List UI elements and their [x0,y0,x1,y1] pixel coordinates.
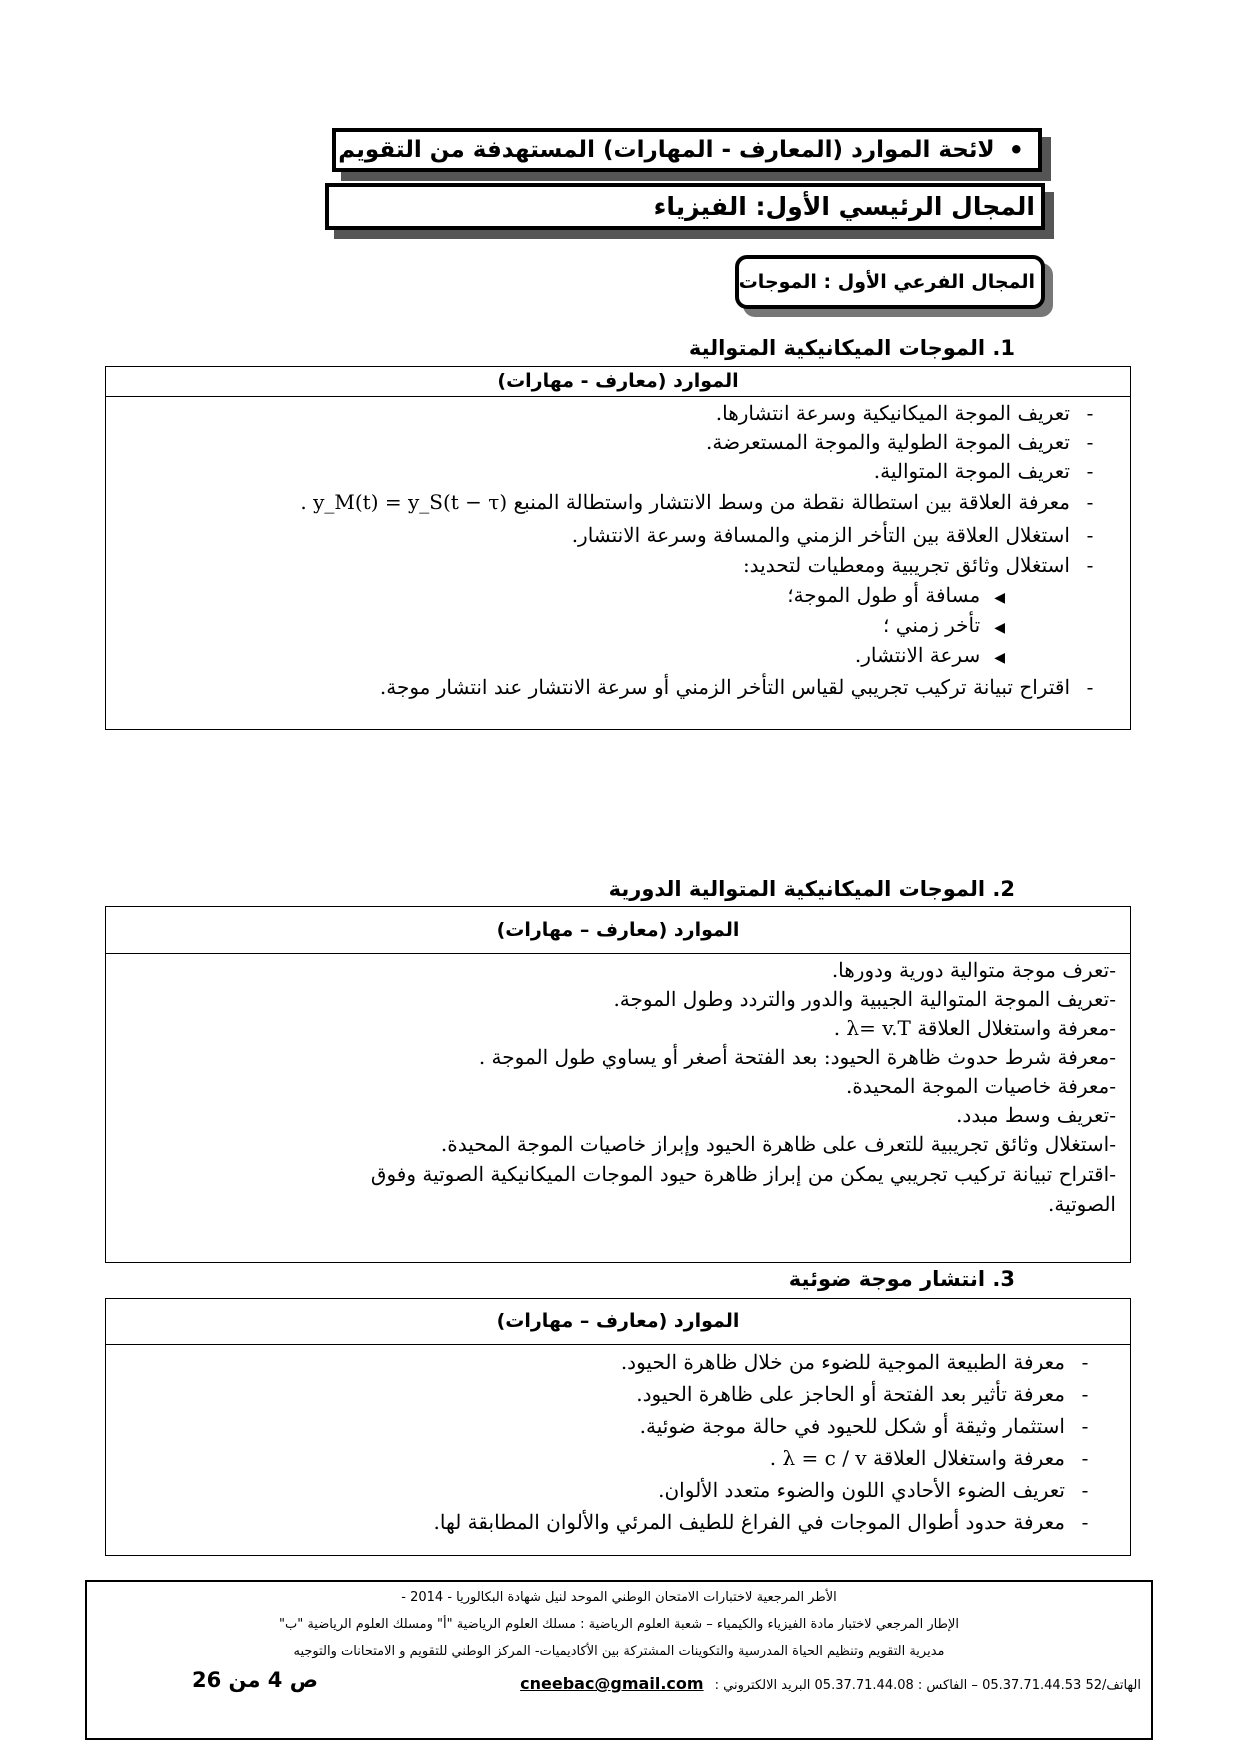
list-item: -اقتراح تبيانة تركيب تجريبي يمكن من إبراز ظاهرة حيود الموجات الميكانيكية الصوتية وفوق [370,1162,1116,1186]
section-1-title: 1. الموجات الميكانيكية المتوالية [688,336,1015,360]
footer-contact-row [97,1668,1141,1698]
sub-item: ◀سرعة الانتشار. [854,643,1005,667]
list-item: -استغلال العلاقة بين التأخر الزمني والمسافة وسرعة الانتشار. [571,523,1094,547]
section-3-table [105,1298,1131,1556]
footer-line-2: الإطار المرجعي لاختبار مادة الفيزياء والكيمياء – شعبة العلوم الرياضية : مسلك العلوم الرياضية "أ" ومسلك العلوم الرياضية "ب" [279,1617,959,1632]
list-item: -تعريف الموجة الميكانيكية وسرعة انتشارها. [715,401,1094,425]
footer-line-3: مديرية التقويم وتنظيم الحياة المدرسية والتكوينات المشتركة بين الأكاديميات- المركز الوطني للتقويم و الامتحانات والتوجيه [293,1644,945,1659]
list-item: -معرفة واستغلال العلاقة λ = c / v . [769,1446,1089,1470]
sub-domain-title: المجال الفرعي الأول : الموجات [738,271,1035,293]
list-item: -معرفة خاصيات الموجة المحيدة. [845,1074,1116,1098]
list-item: -معرفة واستغلال العلاقة λ= v.T . [833,1016,1116,1040]
sub-item: ◀تأخر زمني ؛ [883,613,1005,637]
list-item: -تعريف الموجة المتوالية الجيبية والدور والتردد وطول الموجة. [613,987,1116,1011]
list-item: -استغلال وثائق تجريبية ومعطيات لتحديد: [742,553,1094,577]
list-item: -تعريف الضوء الأحادي اللون والضوء متعدد الألوان. [658,1478,1089,1502]
list-item: -اقتراح تبيانة تركيب تجريبي لقياس التأخر الزمني أو سرعة الانتشار عند انتشار موجة. [379,675,1094,699]
section-1-table [105,366,1131,730]
sub-item: ◀مسافة أو طول الموجة؛ [787,583,1005,607]
main-domain-box [325,183,1045,230]
list-item: -معرفة شرط حدوث ظاهرة الحيود: بعد الفتحة أصغر أو يساوي طول الموجة . [478,1045,1116,1069]
list-item: -معرفة حدود أطوال الموجات في الفراغ للطيف المرئي والألوان المطابقة لها. [433,1510,1089,1534]
main-domain-title: المجال الرئيسي الأول: الفيزياء [653,192,1035,221]
triangle-bullet-icon: ◀ [994,650,1005,666]
list-item: -معرفة الطبيعة الموجية للضوء من خلال ظاهرة الحيود. [620,1350,1089,1374]
list-item: -تعرف موجة متوالية دورية ودورها. [831,958,1116,982]
title-bullet: • [1008,136,1024,164]
table-header: الموارد (معارف - مهارات) [106,367,1130,397]
section-2-title: 2. الموجات الميكانيكية المتوالية الدورية [608,877,1015,901]
list-item: -استغلال وثائق تجريبية للتعرف على ظاهرة الحيود وإبراز خاصيات الموجة المحيدة. [440,1132,1116,1156]
section-3-title: 3. انتشار موجة ضوئية [788,1267,1015,1291]
triangle-bullet-icon: ◀ [994,590,1005,606]
list-item: -تعريف الموجة الطولية والموجة المستعرضة. [706,430,1094,454]
list-item: -استثمار وثيقة أو شكل للحيود في حالة موجة ضوئية. [639,1414,1089,1438]
table-header: الموارد (معارف – مهارات) [106,1299,1130,1345]
list-item-continuation: الصوتية. [1047,1192,1116,1216]
page-number: ص 4 من 26 [192,1668,318,1692]
sub-domain-box [735,255,1045,309]
list-item: -تعريف الموجة المتوالية. [873,459,1094,483]
footer-contact: الهاتف/52 05.37.71.44.53 – الفاكس : 05.37.71.44.08 البريد الالكتروني : [714,1678,1141,1693]
triangle-bullet-icon: ◀ [994,620,1005,636]
section-2-table [105,906,1131,1263]
page-title: لائحة الموارد (المعارف - المهارات) المستهدفة من التقويم [338,137,995,163]
footer-email[interactable]: cneebac@gmail.com [520,1674,704,1693]
table-header: الموارد (معارف – مهارات) [106,907,1130,954]
list-item: -معرفة العلاقة بين استطالة نقطة من وسط الانتشار واستطالة المنبع y_M(t) = y_S(t − τ) . [300,490,1094,514]
resources-title-box [332,128,1042,172]
page-footer [85,1580,1153,1740]
list-item: -معرفة تأثير بعد الفتحة أو الحاجز على ظاهرة الحيود. [636,1382,1089,1406]
footer-line-1: الأطر المرجعية لاختبارات الامتحان الوطني الموحد لنيل شهادة البكالوريا - 2014 - [401,1590,837,1605]
list-item: -تعريف وسط مبدد. [956,1103,1116,1127]
